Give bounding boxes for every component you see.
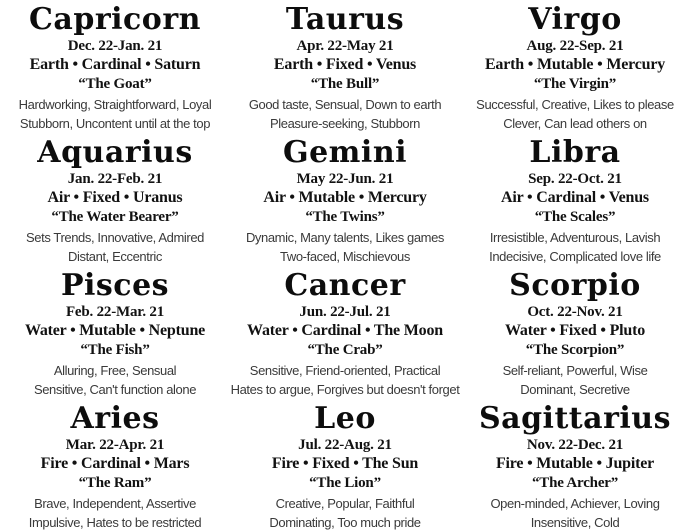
sign-dates: Jul. 22-Aug. 21 xyxy=(298,437,392,453)
sign-traits-line: Impulsive, Hates to be restricted xyxy=(28,515,202,530)
sign-nickname: “The Goat” xyxy=(78,76,152,92)
sign-nickname: “The Scales” xyxy=(534,209,616,225)
sign-traits-line: Dynamic, Many talents, Likes games xyxy=(245,230,445,245)
sign-dates: Apr. 22-May 21 xyxy=(296,38,394,54)
sign-traits-line: Two-faced, Mischievous xyxy=(280,249,410,264)
sign-traits-line: Irresistible, Adventurous, Lavish xyxy=(489,230,661,245)
sign-triad: Earth • Mutable • Mercury xyxy=(484,56,666,73)
sign-dates: Mar. 22-Apr. 21 xyxy=(65,437,165,453)
sign-nickname: “The Twins” xyxy=(305,209,385,225)
sign-name: Pisces xyxy=(60,268,170,303)
sign-card-sagittarius xyxy=(460,399,690,532)
sign-triad: Fire • Mutable • Jupiter xyxy=(495,455,655,472)
sign-traits-line: Dominating, Too much pride xyxy=(269,515,421,530)
sign-triad: Water • Fixed • Pluto xyxy=(504,322,646,339)
sign-traits-line: Good taste, Sensual, Down to earth xyxy=(248,97,442,112)
sign-card-virgo xyxy=(460,0,690,133)
sign-name: Gemini xyxy=(282,135,408,170)
sign-triad: Water • Mutable • Neptune xyxy=(24,322,206,339)
sign-triad: Air • Cardinal • Venus xyxy=(501,189,649,206)
sign-card-cancer xyxy=(230,266,460,399)
sign-card-scorpio xyxy=(460,266,690,399)
sign-traits-line: Sensitive, Can't function alone xyxy=(33,382,197,397)
sign-traits-line: Brave, Independent, Assertive xyxy=(34,496,196,511)
sign-traits-line: Sets Trends, Innovative, Admired xyxy=(26,230,204,245)
sign-name: Scorpio xyxy=(509,268,641,303)
sign-dates: Nov. 22-Dec. 21 xyxy=(526,437,624,453)
sign-traits-line: Distant, Eccentric xyxy=(68,249,162,264)
sign-traits-line: Successful, Creative, Likes to please xyxy=(476,97,674,112)
sign-card-leo xyxy=(230,399,460,532)
sign-triad: Air • Mutable • Mercury xyxy=(263,189,427,206)
sign-name: Sagittarius xyxy=(478,401,672,436)
sign-card-taurus xyxy=(230,0,460,133)
sign-dates: Oct. 22-Nov. 21 xyxy=(527,304,623,320)
sign-triad: Air • Fixed • Uranus xyxy=(47,189,183,206)
sign-traits-line: Clever, Can lead others on xyxy=(503,116,647,131)
sign-traits-line: Open-minded, Achiever, Loving xyxy=(490,496,660,511)
sign-nickname: “The Crab” xyxy=(307,342,383,358)
sign-name: Virgo xyxy=(528,2,622,37)
sign-traits-line: Pleasure-seeking, Stubborn xyxy=(269,116,421,131)
sign-nickname: “The Lion” xyxy=(309,475,381,491)
sign-nickname: “The Fish” xyxy=(80,342,150,358)
sign-name: Aries xyxy=(70,401,160,436)
sign-traits-line: Sensitive, Friend-oriented, Practical xyxy=(249,363,441,378)
sign-card-aquarius xyxy=(0,133,230,266)
sign-dates: May 22-Jun. 21 xyxy=(296,171,394,187)
sign-traits-line: Creative, Popular, Faithful xyxy=(275,496,415,511)
sign-nickname: “The Ram” xyxy=(78,475,152,491)
sign-traits-line: Insensitive, Cold xyxy=(530,515,620,530)
sign-traits-line: Stubborn, Uncontent until at the top xyxy=(19,116,211,131)
sign-traits-line: Hardworking, Straightforward, Loyal xyxy=(18,97,212,112)
sign-name: Taurus xyxy=(285,2,405,37)
sign-name: Cancer xyxy=(284,268,406,303)
sign-dates: Jun. 22-Jul. 21 xyxy=(299,304,391,320)
sign-dates: Feb. 22-Mar. 21 xyxy=(65,304,165,320)
sign-triad: Earth • Fixed • Venus xyxy=(273,56,417,73)
sign-name: Leo xyxy=(314,401,376,436)
sign-nickname: “The Bull” xyxy=(310,76,380,92)
sign-nickname: “The Archer” xyxy=(531,475,619,491)
sign-dates: Aug. 22-Sep. 21 xyxy=(526,38,624,54)
sign-nickname: “The Virgin” xyxy=(533,76,617,92)
sign-card-pisces xyxy=(0,266,230,399)
sign-traits-line: Self-reliant, Powerful, Wise xyxy=(502,363,648,378)
sign-triad: Water • Cardinal • The Moon xyxy=(247,322,443,339)
sign-card-libra xyxy=(460,133,690,266)
sign-traits-line: Hates to argue, Forgives but doesn't forget xyxy=(230,382,460,397)
sign-triad: Fire • Cardinal • Mars xyxy=(40,455,190,472)
sign-nickname: “The Scorpion” xyxy=(525,342,625,358)
sign-dates: Jan. 22-Feb. 21 xyxy=(67,171,163,187)
sign-triad: Earth • Cardinal • Saturn xyxy=(29,56,201,73)
sign-dates: Dec. 22-Jan. 21 xyxy=(67,38,163,54)
sign-card-capricorn xyxy=(0,0,230,133)
sign-name: Capricorn xyxy=(29,2,201,37)
sign-name: Aquarius xyxy=(37,135,193,170)
sign-traits-line: Indecisive, Complicated love life xyxy=(489,249,661,264)
sign-card-gemini xyxy=(230,133,460,266)
sign-dates: Sep. 22-Oct. 21 xyxy=(528,171,622,187)
sign-nickname: “The Water Bearer” xyxy=(51,209,179,225)
sign-traits-line: Dominant, Secretive xyxy=(520,382,630,397)
sign-traits-line: Alluring, Free, Sensual xyxy=(53,363,177,378)
sign-name: Libra xyxy=(529,135,621,170)
sign-triad: Fire • Fixed • The Sun xyxy=(271,455,419,472)
sign-card-aries xyxy=(0,399,230,532)
